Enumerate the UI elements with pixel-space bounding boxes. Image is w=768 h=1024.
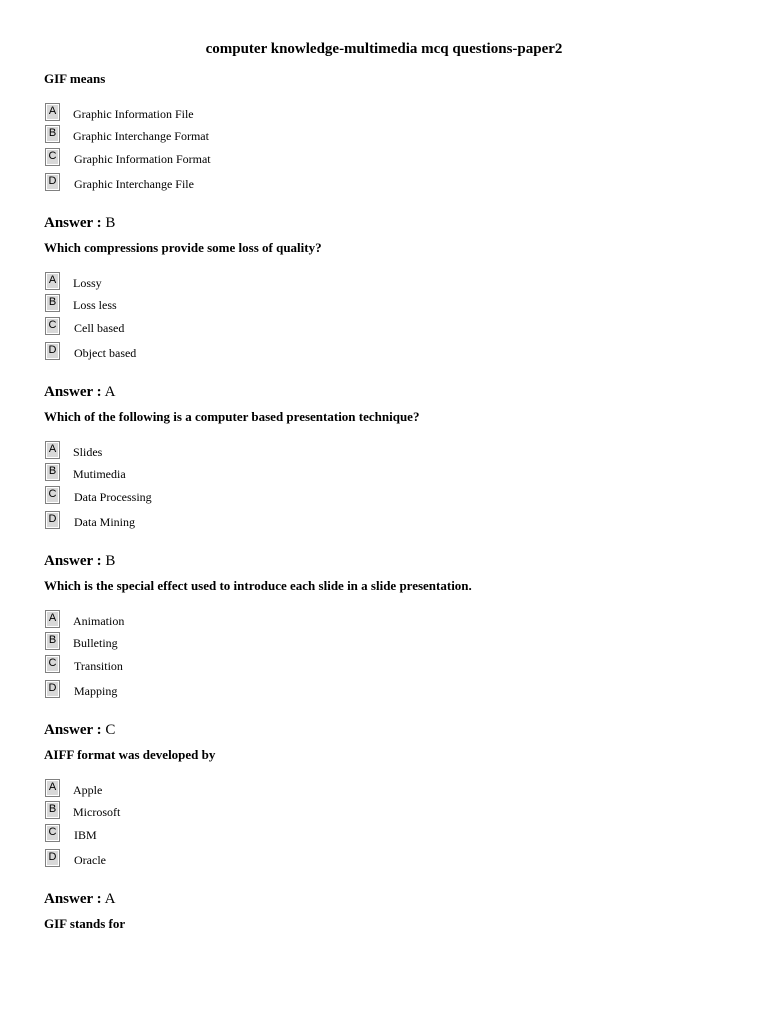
answer-line bbox=[44, 213, 744, 233]
option-letter-box: D bbox=[45, 680, 60, 698]
answer-line bbox=[44, 720, 744, 740]
option-text: Graphic Interchange File bbox=[74, 177, 194, 191]
answer-label: Answer : bbox=[44, 722, 102, 738]
answer-value: B bbox=[105, 215, 116, 231]
option-text: Oracle bbox=[74, 853, 106, 867]
option-text: IBM bbox=[74, 828, 97, 842]
option-letter-box: D bbox=[45, 342, 60, 360]
answer-label: Answer : bbox=[44, 891, 102, 907]
answer-line bbox=[44, 889, 744, 909]
option-text: Slides bbox=[73, 445, 103, 459]
option-letter-box: D bbox=[45, 511, 60, 529]
option-text: Mapping bbox=[74, 684, 118, 698]
question-block bbox=[44, 914, 744, 934]
option-text: Data Processing bbox=[74, 490, 152, 504]
question-text: Which compressions provide some loss of quality? bbox=[44, 240, 322, 255]
answer-label: Answer : bbox=[44, 215, 102, 231]
question-text: GIF stands for bbox=[44, 916, 126, 931]
answer-line bbox=[44, 382, 744, 402]
option-letter-box: B bbox=[45, 632, 60, 650]
answer-value: B bbox=[105, 553, 116, 569]
option-text: Object based bbox=[74, 346, 137, 360]
options-list bbox=[44, 272, 744, 368]
question-text: AIFF format was developed by bbox=[44, 747, 216, 762]
option-letter-box: C bbox=[45, 486, 60, 504]
option-letter-box: A bbox=[45, 103, 60, 121]
question-block bbox=[44, 576, 744, 740]
answer-value: A bbox=[104, 891, 116, 907]
option-letter-box: B bbox=[45, 294, 60, 312]
question-text: Which is the special effect used to introduce each slide in a slide presentation. bbox=[44, 578, 472, 593]
question-block bbox=[44, 407, 744, 571]
question-block bbox=[44, 238, 744, 402]
option-text: Bulleting bbox=[73, 636, 118, 650]
option-letter-box: A bbox=[45, 779, 60, 797]
option-letter-box: C bbox=[45, 317, 60, 335]
page-title: computer knowledge-multimedia mcq questions-paper2 bbox=[205, 41, 563, 57]
option-text: Transition bbox=[74, 659, 123, 673]
options-list bbox=[44, 610, 744, 706]
option-text: Animation bbox=[73, 614, 125, 628]
options-list bbox=[44, 441, 744, 537]
option-letter-box: B bbox=[45, 125, 60, 143]
answer-label: Answer : bbox=[44, 553, 102, 569]
answer-value: C bbox=[105, 722, 116, 738]
answer-line bbox=[44, 551, 744, 571]
question-block bbox=[44, 745, 744, 909]
option-text: Graphic Interchange Format bbox=[73, 129, 209, 143]
option-letter-box: D bbox=[45, 849, 60, 867]
option-letter-box: A bbox=[45, 272, 60, 290]
option-letter-box: A bbox=[45, 441, 60, 459]
option-letter-box: A bbox=[45, 610, 60, 628]
option-text: Cell based bbox=[74, 321, 125, 335]
option-text: Graphic Information Format bbox=[74, 152, 211, 166]
options-list bbox=[44, 779, 744, 875]
option-text: Graphic Information File bbox=[73, 107, 194, 121]
option-text: Apple bbox=[73, 783, 103, 797]
option-text: Data Mining bbox=[74, 515, 135, 529]
option-letter-box: C bbox=[45, 148, 60, 166]
question-block bbox=[44, 69, 744, 233]
answer-label: Answer : bbox=[44, 384, 102, 400]
option-letter-box: D bbox=[45, 173, 60, 191]
answer-value: A bbox=[104, 384, 116, 400]
option-letter-box: B bbox=[45, 801, 60, 819]
option-letter-box: C bbox=[45, 824, 60, 842]
option-text: Loss less bbox=[73, 298, 117, 312]
option-letter-box: C bbox=[45, 655, 60, 673]
option-letter-box: B bbox=[45, 463, 60, 481]
question-text: GIF means bbox=[44, 71, 106, 86]
option-text: Lossy bbox=[73, 276, 102, 290]
options-list bbox=[44, 103, 744, 199]
option-text: Microsoft bbox=[73, 805, 121, 819]
option-text: Mutimedia bbox=[73, 467, 126, 481]
question-text: Which of the following is a computer based presentation technique? bbox=[44, 409, 420, 424]
